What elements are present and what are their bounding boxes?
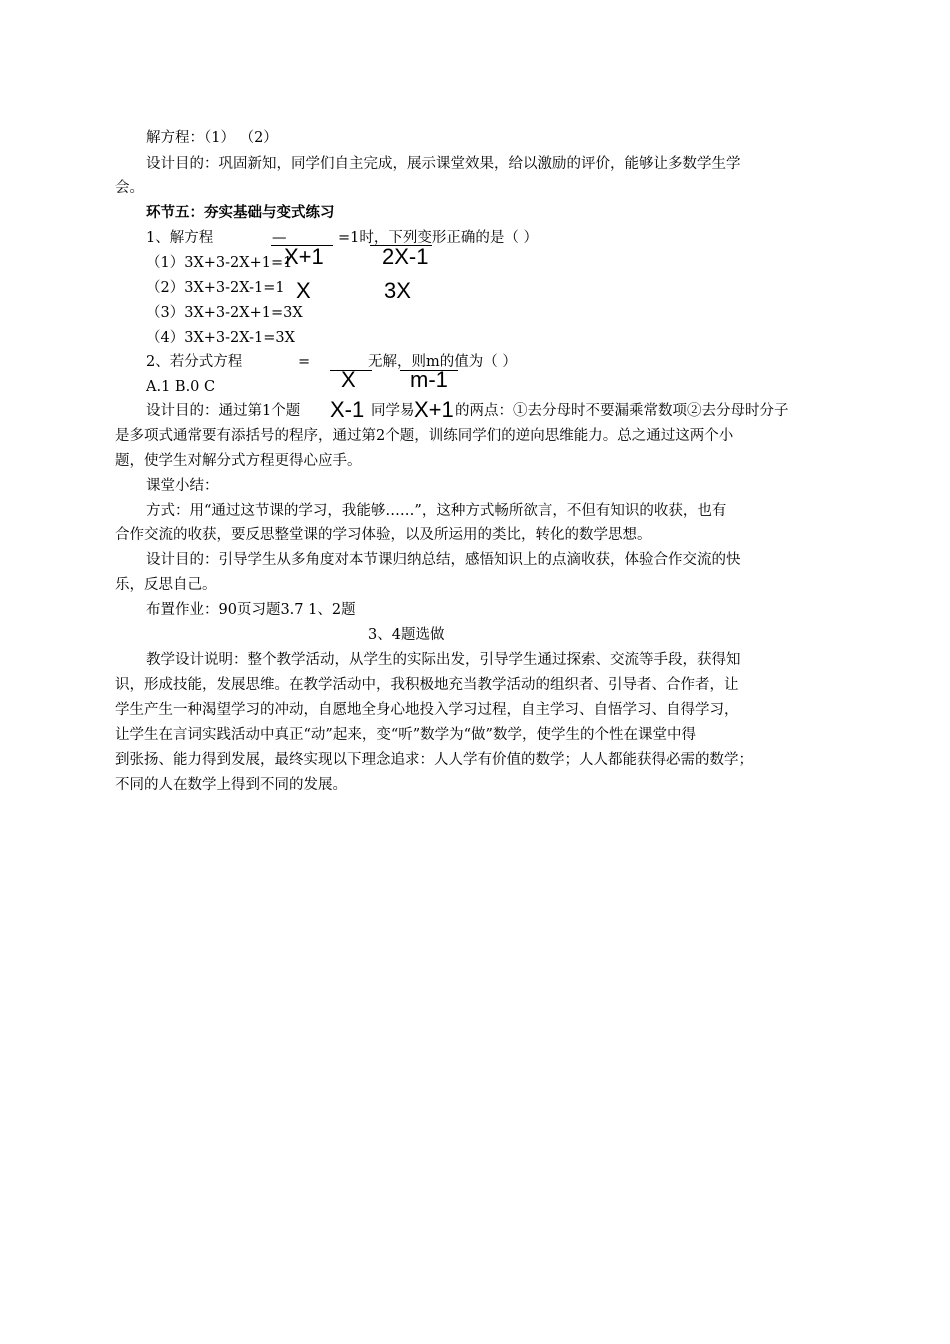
design-purpose-2-start: 设计目的：通过第1个题 (146, 403, 301, 419)
fraction-4-numerator: m-1 (410, 367, 448, 392)
summary-method-cont: 合作交流的收获，要反思整堂课的学习体验，以及所运用的类比，转化的数学思想。 (115, 527, 652, 543)
section-heading: 环节五：夯实基础与变式练习 (146, 204, 335, 221)
fraction-2-denominator: 3X (384, 278, 411, 303)
question-1-label: 1、解方程 (146, 230, 214, 246)
fraction-3-denominator: X-1 (330, 397, 365, 422)
design-purpose-2-cont2: 题，使学生对解分式方程更得心应手。 (115, 453, 362, 469)
question-2-label: 2、若分式方程 (146, 354, 243, 370)
class-summary-heading: 课堂小结： (146, 478, 219, 494)
equals-sign: = (298, 354, 311, 370)
design-purpose-2-cont: 是多项式通常要有添括号的程序，通过第2个题，训练同学们的逆向思维能力。总之通过这两个小 (115, 428, 734, 444)
design-notes-5: 到张扬、能力得到发展，最终实现以下理念追求：人人学有价值的数学；人人都能获得必需的数学； (115, 752, 753, 768)
summary-method: 方式：用“通过这节课的学习，我能够……”，这种方式畅所欲言，不但有知识的收获，也有 (146, 503, 727, 519)
design-notes: 教学设计说明：整个教学活动，从学生的实际出发，引导学生通过探索、交流等手段，获得知 (146, 652, 741, 668)
design-purpose-1: 设计目的：巩固新知，同学们自主完成，展示课堂效果，给以激励的评价，能够让多数学生学 (146, 156, 741, 172)
answer-choices: A.1 B.0 C (146, 379, 216, 395)
fraction-4-denominator: X+1 (414, 397, 454, 422)
fraction-2-numerator: 2X-1 (382, 244, 429, 269)
design-purpose-3: 设计目的：引导学生从多角度对本节课归纳总结，感悟知识上的点滴收获，体验合作交流的快 (146, 552, 741, 568)
homework-optional: 3、4题选做 (368, 627, 445, 643)
fraction-1-denominator: X (296, 278, 311, 303)
design-notes-6: 不同的人在数学上得到不同的发展。 (115, 777, 347, 793)
design-purpose-1-cont: 会。 (115, 180, 144, 196)
fraction-1-numerator: X+1 (284, 244, 324, 269)
fraction-3-numerator: X (341, 367, 356, 392)
option-4: （4）3X+3-2X-1=3X (146, 330, 295, 346)
design-notes-4: 让学生在言词实践活动中真正“动”起来，变“听”数学为“做”数学，使学生的个性在课堂中得 (115, 727, 696, 743)
question-2-text: 无解，则m的值为（ ） (368, 354, 517, 370)
design-purpose-2-end: 的两点：①去分母时不要漏乘常数项②去分母时分子 (455, 403, 789, 419)
option-2: （2）3X+3-2X-1=1 (146, 280, 285, 296)
minus-sign: — (272, 230, 287, 246)
design-notes-2: 识，形成技能，发展思维。在教学活动中，我积极地充当教学活动的组织者、引导者、合作者，让 (115, 677, 739, 693)
question-1-text: =1时，下列变形正确的是（ ） (338, 230, 538, 246)
solve-equations-line: 解方程：（1） （2） (146, 130, 278, 146)
option-3: （3）3X+3-2X+1=3X (146, 305, 303, 321)
homework-line: 布置作业：90页习题3.7 1、2题 (146, 602, 356, 618)
design-purpose-3-cont: 乐，反思自己。 (115, 577, 217, 593)
design-purpose-2-mid: 同学易 (371, 403, 415, 419)
design-notes-3: 学生产生一种渴望学习的冲动，自愿地全身心地投入学习过程，自主学习、自悟学习、自得学习， (115, 702, 739, 718)
option-1: （1）3X+3-2X+1=1 (146, 255, 293, 271)
